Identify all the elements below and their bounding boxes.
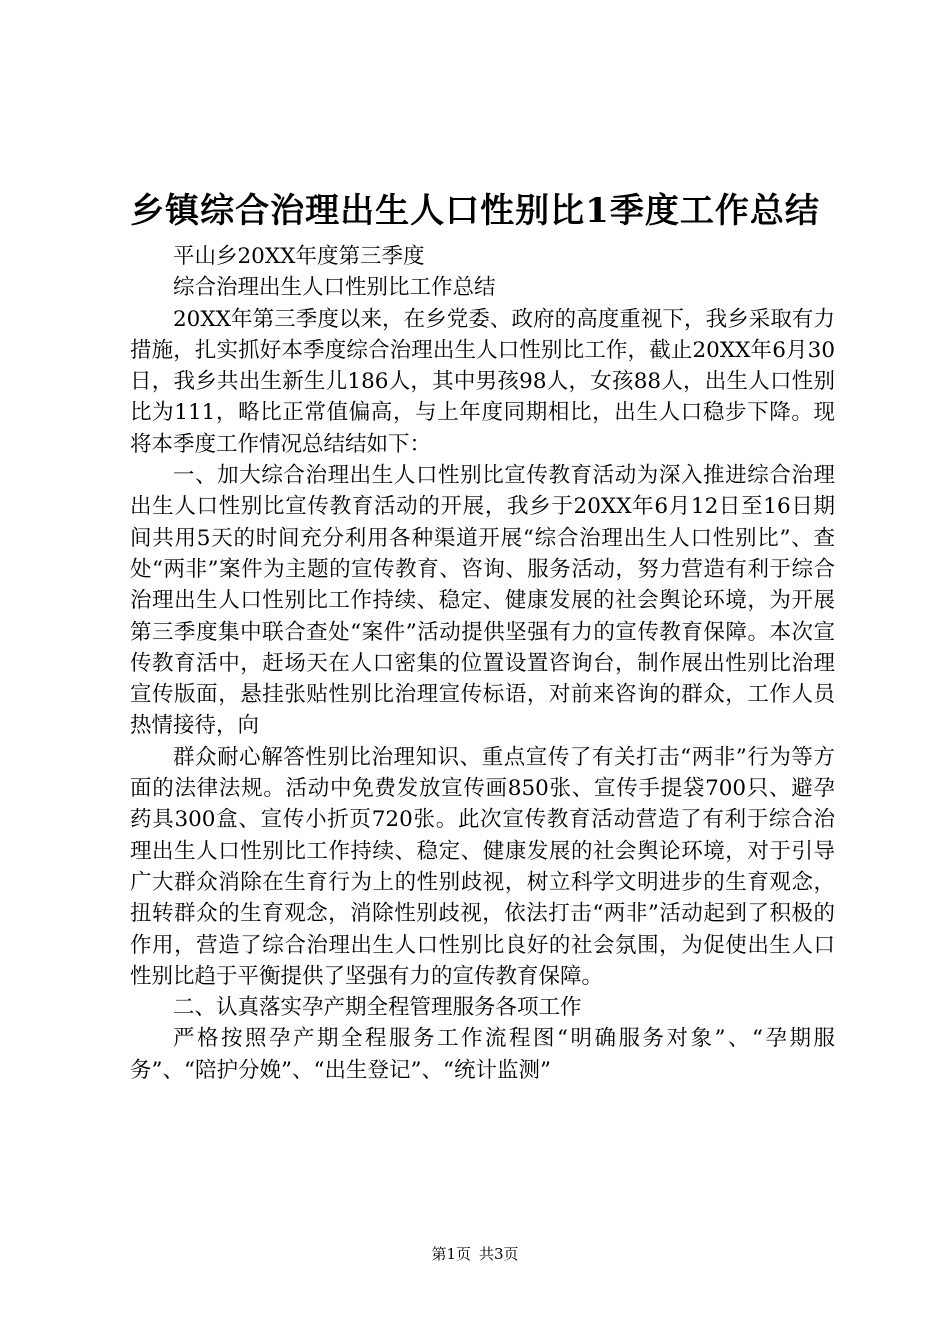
page-total: 共3页 bbox=[479, 1245, 519, 1263]
document-title: 乡镇综合治理出生人口性别比1季度工作总结 bbox=[130, 191, 820, 231]
paragraph-section-2: 严格按照孕产期全程服务工作流程图“明确服务对象”、“孕期服务”、“陪护分娩”、“出生登记”、“统计监测” bbox=[130, 1026, 835, 1083]
subtitle-line-1: 平山乡20XX年度第三季度 bbox=[173, 244, 425, 269]
subtitle-line-2: 综合治理出生人口性别比工作总结 bbox=[173, 275, 496, 301]
page-number: 第1页 bbox=[431, 1245, 471, 1263]
paragraph-section-1-continued: 群众耐心解答性别比治理知识、重点宣传了有关打击“两非”行为等方面的法律法规。活动中免费发放宣传画850张、宣传手提袋700只、避孕药具300盒、宣传小折页720张。此次宣传教育活动营造了有利于综合治理出生人口性别比工作持续、稳定、健康发展的社会舆论环境，对于引导广大群众消除在生育行为上的性别歧视，树立科学文明进步的生育观念，扭转群众的生育观念，消除性别歧视，依法打击“两非”活动起到了积极的作用，营造了综合治理出生人口性别比良好的社会氛围，为促使出生人口性别比趋于平衡提供了坚强有力的宣传教育保障。 bbox=[130, 744, 835, 989]
paragraph-section-1: 一、加大综合治理出生人口性别比宣传教育活动为深入推进综合治理出生人口性别比宣传教育活动的开展，我乡于20XX年6月12日至16日期间共用5天的时间充分利用各种渠道开展“综合治理出生人口性别比”、查处“两非”案件为主题的宣传教育、咨询、服务活动，努力营造有利于综合治理出生人口性别比工作持续、稳定、健康发展的社会舆论环境，为开展第三季度集中联合查处“案件”活动提供坚强有力的宣传教育保障。本次宣传教育活中，赶场天在人口密集的位置设置咨询台，制作展出性别比治理宣传版面，悬挂张贴性别比治理宣传标语，对前来咨询的群众，工作人员热情接待，向 bbox=[130, 463, 835, 739]
paragraph-intro: 20XX年第三季度以来，在乡党委、政府的高度重视下，我乡采取有力措施，扎实抓好本季度综合治理出生人口性别比工作，截止20XX年6月30日，我乡共出生新生儿186人，其中男孩98人，女孩88人，出生人口性别比为111，略比正常值偏高，与上年度同期相比，出生人口稳步下降。现将本季度工作情况总结结如下： bbox=[130, 306, 835, 457]
document-body bbox=[130, 241, 835, 1086]
section-heading-2: 二、认真落实孕产期全程管理服务各项工作 bbox=[173, 995, 582, 1021]
page-footer bbox=[0, 1243, 950, 1265]
